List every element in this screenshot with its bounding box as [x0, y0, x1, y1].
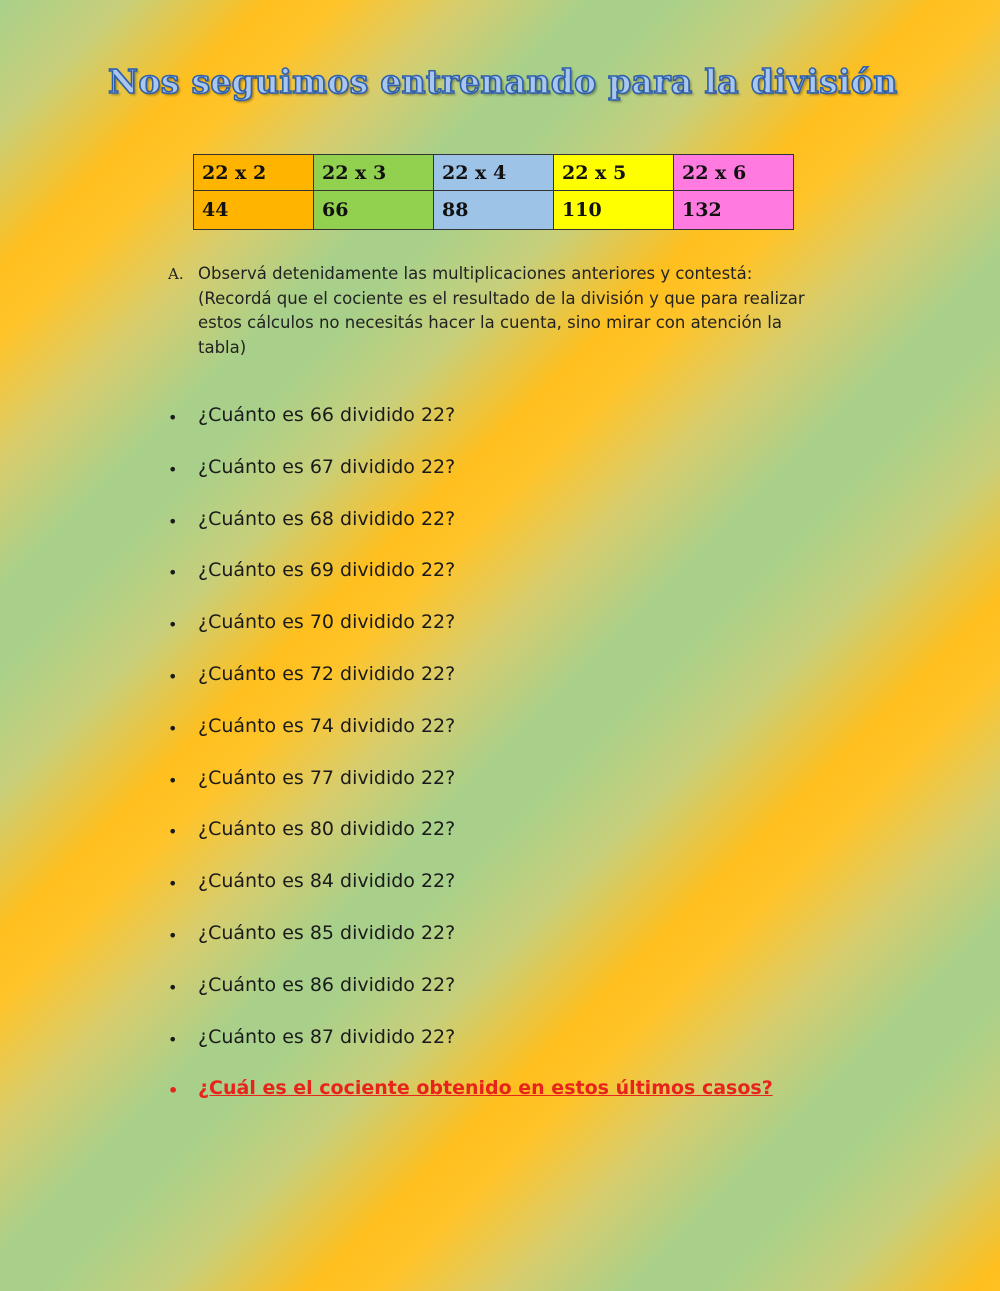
question-text: ¿Cuánto es 87 dividido 22? [198, 1025, 456, 1048]
table-cell-header: 22 x 6 [674, 155, 794, 191]
final-question-text: ¿Cuál es el cociente obtenido en estos últimos casos? [198, 1077, 773, 1100]
list-item [168, 663, 773, 715]
question-text: ¿Cuánto es 85 dividido 22? [198, 921, 456, 944]
bullet-icon: • [168, 822, 178, 842]
table-cell-header: 22 x 2 [194, 155, 314, 191]
list-item [168, 404, 773, 456]
bullet-icon: • [168, 925, 178, 945]
question-text: ¿Cuánto es 69 dividido 22? [198, 559, 456, 582]
bullet-icon: • [168, 770, 178, 790]
table-cell-result: 66 [314, 191, 434, 230]
question-text: ¿Cuánto es 74 dividido 22? [198, 714, 456, 737]
table-cell-result: 132 [674, 191, 794, 230]
list-item [168, 922, 773, 974]
multiplication-table [193, 154, 794, 230]
table-cell-header: 22 x 3 [314, 155, 434, 191]
question-text: ¿Cuánto es 68 dividido 22? [198, 507, 456, 530]
question-text: ¿Cuánto es 86 dividido 22? [198, 973, 456, 996]
list-item [168, 870, 773, 922]
instruction-line: estos cálculos no necesitás hacer la cuenta, sino mirar con atención la [198, 313, 782, 332]
instruction-line: (Recordá que el cociente es el resultado de la división y que para realizar [198, 288, 805, 308]
list-item [168, 611, 773, 663]
question-text: ¿Cuánto es 77 dividido 22? [198, 766, 456, 789]
list-item [168, 508, 773, 560]
question-list [168, 404, 773, 1129]
bullet-icon: • [168, 511, 178, 531]
list-item [168, 715, 773, 767]
table-cell-result: 44 [194, 191, 314, 230]
bullet-icon: • [168, 718, 178, 738]
list-item [168, 767, 773, 819]
table-cell-header: 22 x 5 [554, 155, 674, 191]
table-cell-result: 110 [554, 191, 674, 230]
list-item [168, 1026, 773, 1078]
instruction-line: tabla) [198, 337, 247, 357]
question-text: ¿Cuánto es 84 dividido 22? [198, 870, 456, 893]
final-question-item [168, 1077, 773, 1129]
bullet-icon: • [168, 459, 178, 479]
bullet-icon: • [168, 563, 178, 583]
list-item [168, 818, 773, 870]
instruction-block [168, 262, 858, 360]
bullet-icon: • [168, 1029, 178, 1049]
instruction-marker: A. [168, 265, 184, 283]
bullet-icon: • [168, 874, 178, 894]
instruction-text [198, 262, 858, 360]
list-item [168, 974, 773, 1026]
question-text: ¿Cuánto es 72 dividido 22? [198, 662, 456, 685]
page-title: Nos seguimos entrenando para la división [108, 62, 898, 101]
table-header-row [194, 155, 794, 191]
list-item [168, 559, 773, 611]
bullet-icon: • [168, 666, 178, 686]
table-result-row [194, 191, 794, 230]
table-cell-header: 22 x 4 [434, 155, 554, 191]
bullet-icon: • [168, 615, 178, 635]
bullet-icon: • [168, 1081, 179, 1101]
question-text: ¿Cuánto es 70 dividido 22? [198, 611, 456, 634]
question-text: ¿Cuánto es 80 dividido 22? [198, 818, 456, 841]
question-text: ¿Cuánto es 67 dividido 22? [198, 455, 456, 478]
question-text: ¿Cuánto es 66 dividido 22? [198, 404, 456, 426]
bullet-icon: • [168, 977, 178, 997]
list-item [168, 456, 773, 508]
bullet-icon: • [168, 408, 178, 427]
instruction-line: Observá detenidamente las multiplicaciones anteriores y contestá: [198, 264, 753, 283]
table-cell-result: 88 [434, 191, 554, 230]
